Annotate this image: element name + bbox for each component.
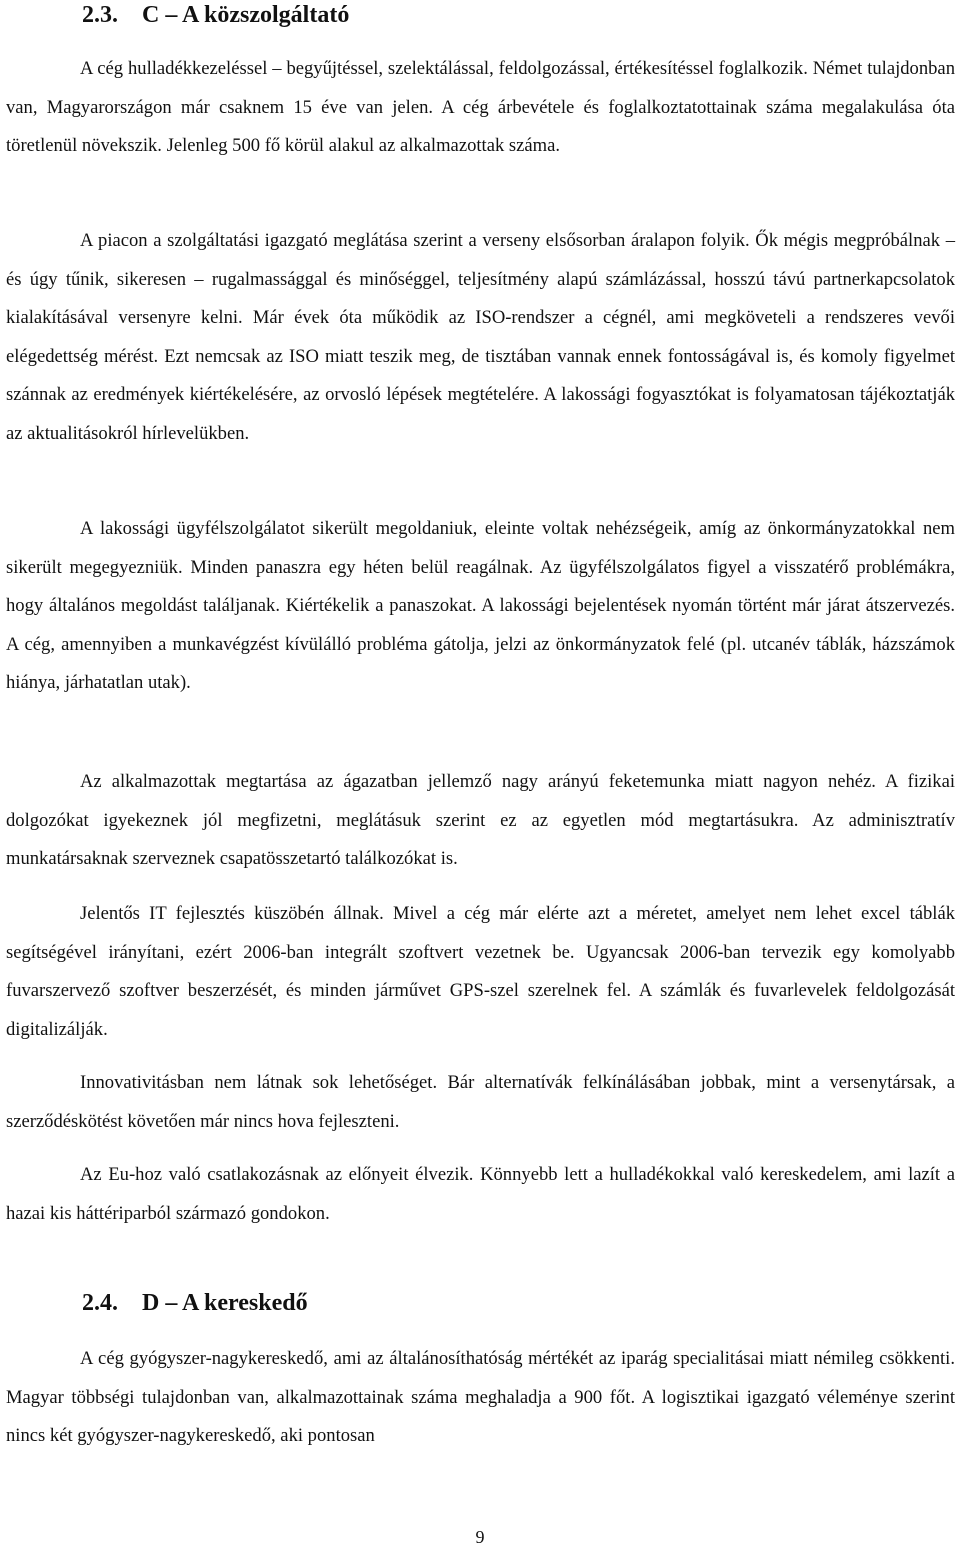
section-title: D – A kereskedő: [142, 1290, 308, 1316]
section-number: 2.4.: [82, 1290, 118, 1316]
section-title: C – A közszolgáltató: [142, 2, 350, 28]
section-number: 2.3.: [82, 2, 118, 28]
paragraph: A cég gyógyszer-nagykereskedő, ami az általánosíthatóság mértékét az iparág specialitásai miatt némileg csökkenti. Magyar többségi tulajdonban van, alkalmazottainak száma meghaladja a 900 főt. A logisztikai igazgató véleménye szerint nincs két gyógyszer-nagykereskedő, aki pontosan: [6, 1348, 955, 1447]
paragraph: Innovativitásban nem látnak sok lehetőséget. Bár alternatívák felkínálásában jobbak, mint a versenytársak, a szerződéskötést követően már nincs hova fejleszteni.: [6, 1072, 955, 1132]
paragraph: Az alkalmazottak megtartása az ágazatban jellemző nagy arányú feketemunka miatt nagyon nehéz. A fizikai dolgozókat igyekeznek jól megfizetni, meglátásuk szerint ez az egyetlen mód megtartásukra. Az adminisztratív munkatársaknak szerveznek csapatösszetartó találkozókat is.: [6, 771, 955, 870]
paragraph: A lakossági ügyfélszolgálatot sikerült megoldaniuk, eleinte voltak nehézségeik, amíg az önkormányzatokkal nem sikerült megegyezniük. Minden panaszra egy héten belül reagálnak. Az ügyfélszolgálatos figyel a visszatérő problémákra, hogy általános megoldást találjanak. Kiértékelik a panaszokat. A lakossági bejelentések nyomán történt már járat átszervezés. A cég, amennyiben a munkavégzést kívülálló probléma gátolja, jelzi az önkormányzatok felé (pl. utcanév táblák, házszámok hiánya, járhatatlan utak).: [6, 518, 955, 694]
page-number: 9: [475, 1527, 485, 1547]
paragraph: A cég hulladékkezeléssel – begyűjtéssel, szelektálással, feldolgozással, értékesítéssel foglalkozik. Német tulajdonban van, Magyarországon már csaknem 15 éve van jelen. A cég árbevétele és foglalkoztatottainak száma megalakulása óta töretlenül növekszik. Jelenleg 500 fő körül alakul az alkalmazottak száma.: [6, 58, 955, 157]
paragraph: A piacon a szolgáltatási igazgató meglátása szerint a verseny elsősorban áralapon folyik. Ők mégis megpróbálnak – és úgy tűnik, sikeresen – rugalmassággal és minőséggel, teljesítmény alapú számlázással, hosszú távú partnerkapcsolatok kialakításával versenyre kelni. Már évek óta működik az ISO-rendszer a cégnél, ami megköveteli a rendszeres vevői elégedettség mérést. Ezt nemcsak az ISO miatt teszik meg, de tisztában vannak ennek fontosságával is, és komoly figyelmet szánnak az eredmények kiértékelésére, az orvosló lépések megtételére. A lakossági fogyasztókat is folyamatosan tájékoztatják az aktualitásokról hírlevelükben.: [6, 230, 955, 444]
paragraph: Az Eu-hoz való csatlakozásnak az előnyeit élvezik. Könnyebb lett a hulladékokkal való kereskedelem, ami lazít a hazai kis háttériparból származó gondokon.: [6, 1164, 955, 1224]
paragraph: Jelentős IT fejlesztés küszöbén állnak. Mivel a cég már elérte azt a méretet, amelyet nem lehet excel táblák segítségével irányítani, ezért 2006-ban integrált szoftvert vezetnek be. Ugyancsak 2006-ban tervezik egy komolyabb fuvarszervező szoftver beszerzését, és minden járművet GPS-szel szerelnek fel. A számlák és fuvarlevelek feldolgozását digitalizálják.: [6, 903, 955, 1040]
section-heading-2-3: [82, 0, 349, 30]
section-heading-2-4: [82, 1288, 308, 1318]
